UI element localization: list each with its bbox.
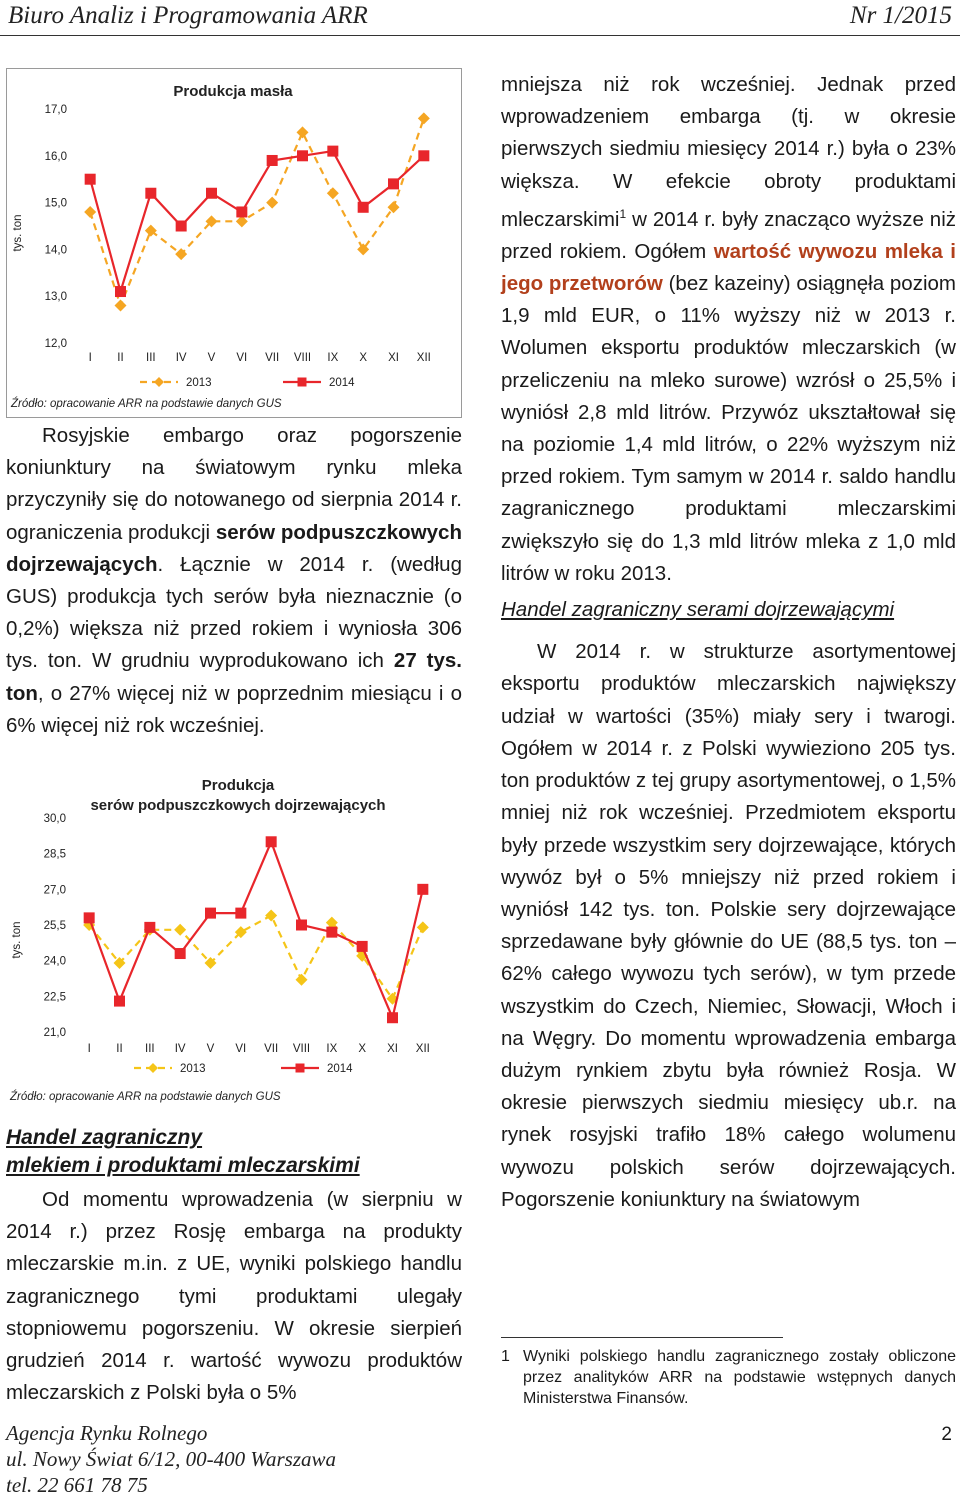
point-2014-marker — [388, 178, 399, 189]
x-tick-label: XI — [387, 1043, 398, 1055]
page-number: 2 — [941, 1424, 952, 1445]
x-tick-label: II — [117, 352, 124, 364]
y-tick-label: 13,0 — [44, 291, 67, 304]
trade-paragraph-right — [501, 69, 956, 590]
legend-label: 2013 — [186, 377, 212, 389]
point-2013-marker — [174, 924, 186, 936]
point-2013-marker — [266, 197, 278, 209]
point-2014-marker — [144, 922, 155, 933]
point-2014-marker — [176, 221, 187, 232]
legend-label: 2013 — [180, 1063, 206, 1075]
series-line-2013 — [89, 916, 423, 999]
trade-paragraph-left: Od momentu wprowadzenia (w sierpniu w 2014 r.) przez Rosję embarga na produkty mleczarskie m.in. z UE, wyniki polskiego handlu zagranicznego tymi produktami ulegały stopniowemu pogorszeniu. W okresie sierpień grudzień 2014 r. wartość wywozu produktów mleczarskich z Polski była o 5% — [6, 1188, 462, 1405]
x-tick-label: VI — [235, 1043, 247, 1055]
cheese-text-a: Rosyjskie embargo oraz pogorszenie koniunktury na światowym rynku mleka przyczyniły się do notowanego od sierpnia 2014 r. ograniczenia produkcji — [6, 424, 462, 544]
cheese-trade-heading: Handel zagraniczny serami dojrzewającymi — [501, 598, 895, 622]
series-line-2014 — [89, 842, 423, 1018]
cheese-trade-paragraph: W 2014 r. w strukturze asortymentowej eksportu produktów mleczarskich największy udział w wartości (35%) miały sery i twarogi. Ogółem w 2014 r. z Polski wywieziono 205 tys. ton produktów z tej grupy asortymentowej, o 1,5% mniej niż rok wcześniej. Przedmiotem eksportu były przede wszystkim sery dojrzewające, których wywóz był o 5% mniejszy niż przed rokiem i wyniósł 142 tys. ton. Polskie sery dojrzewające sprzedawane były głównie do UE (88,5 tys. ton – 62% całego wywozu tych serów), w tym przede wszystkim do Czech, Niemiec, Słowacji, Włoch i na Węgry. Do momentu wprowadzenia embarga dużym rynkiem zbytu była również Rosja. W okresie pierwszych siedmiu miesięcy ub.r. na rynek rosyjski trafiło 18% całego wolumenu wywozu polskich serów dojrzewających. Pogorszenie koniunktury na światowym — [501, 640, 956, 1211]
point-2014-marker — [85, 174, 96, 185]
header-issue: Nr 1/2015 — [849, 2, 952, 29]
y-axis-label: tys. ton — [12, 214, 24, 252]
x-tick-label: X — [358, 1043, 367, 1055]
footer-agency: Agencja Rynku Rolnego — [6, 1421, 208, 1445]
x-tick-label: IV — [174, 1043, 186, 1055]
x-tick-label: XII — [416, 352, 431, 364]
trade-text-a: mniejsza niż rok wcześniej. Jednak przed wprowadzeniem embarga (tj. w okresie pierwszych siedmiu miesięcy 2014 r.) była o 23% większa. W efekcie obroty produktami mleczarskimi — [501, 73, 956, 231]
cheese-text-bold: serów podpuszczkowych dojrzewających — [6, 520, 462, 576]
point-2013-marker — [84, 206, 96, 218]
point-2013-marker — [417, 921, 429, 933]
point-2013-marker — [418, 112, 430, 124]
x-tick-label: III — [145, 1043, 155, 1055]
footnote — [501, 1346, 956, 1409]
footnote-ref: 1 — [619, 206, 627, 221]
header-publisher: Biuro Analiz i Programowania ARR — [8, 2, 368, 29]
x-tick-label: VII — [265, 352, 280, 364]
x-tick-label: X — [359, 352, 368, 364]
footer-address: ul. Nowy Świat 6/12, 00-400 Warszawa — [6, 1447, 337, 1471]
point-2014-marker — [235, 908, 246, 919]
point-2014-marker — [114, 996, 125, 1007]
y-tick-label: 27,0 — [43, 884, 66, 897]
legend-label: 2014 — [329, 377, 355, 389]
trade-heading-line2: mlekiem i produktami mleczarskimi — [6, 1154, 360, 1177]
point-2014-marker — [387, 1012, 398, 1023]
trade-section-left — [6, 1124, 462, 1409]
y-tick-label: 25,5 — [43, 920, 66, 932]
point-2014-marker — [297, 150, 308, 161]
series-line-2013 — [90, 118, 424, 305]
point-2013-marker — [265, 909, 277, 921]
y-tick-label: 17,0 — [44, 104, 67, 116]
x-tick-label: IV — [175, 352, 187, 364]
point-2013-marker — [175, 248, 187, 260]
point-2013-marker — [115, 300, 127, 312]
x-tick-label: VII — [264, 1043, 279, 1055]
point-2014-marker — [327, 146, 338, 157]
header-rule — [0, 35, 960, 36]
point-2014-marker — [267, 155, 278, 166]
footnote-rule — [501, 1337, 783, 1338]
trade-heading-line1: Handel zagraniczny — [6, 1126, 203, 1149]
x-tick-label: I — [87, 1043, 91, 1055]
legend-marker-2013 — [148, 1063, 158, 1073]
point-2014-marker — [115, 286, 126, 297]
butter-production-chart — [6, 68, 462, 418]
point-2014-marker — [145, 188, 156, 199]
x-tick-label: V — [206, 1043, 215, 1055]
footnote-number: 1 — [501, 1348, 510, 1365]
footer-phone: tel. 22 661 78 75 — [6, 1473, 148, 1497]
footnote-text: Wyniki polskiego handlu zagranicznego zostały obliczone przez analityków ARR na podstawie wstępnych danych Ministerstwa Finansów. — [523, 1348, 956, 1407]
point-2014-marker — [296, 920, 307, 931]
y-tick-label: 22,5 — [43, 991, 66, 1004]
x-tick-label: VIII — [292, 1043, 311, 1055]
point-2014-marker — [175, 948, 186, 959]
x-tick-label: III — [146, 352, 156, 364]
legend-label: 2014 — [327, 1063, 353, 1075]
legend-marker-2014 — [298, 378, 307, 387]
chart-source: Źródło: opracowanie ARR na podstawie danych GUS — [10, 1091, 281, 1103]
right-column — [501, 69, 956, 1216]
point-2014-marker — [236, 206, 247, 217]
chart-title: Produkcja — [201, 777, 275, 794]
x-tick-label: II — [116, 1043, 123, 1055]
y-tick-label: 24,0 — [43, 955, 66, 968]
point-2014-marker — [84, 912, 95, 923]
left-column — [6, 420, 462, 742]
point-2014-marker — [205, 908, 216, 919]
chart-title: serów podpuszczkowych dojrzewających — [90, 797, 386, 814]
chart-source: Źródło: opracowanie ARR na podstawie danych GUS — [11, 398, 282, 410]
page-header — [0, 0, 960, 34]
cheese-text-bold2: 27 tys. ton — [6, 649, 463, 705]
legend-marker-2014 — [296, 1064, 305, 1073]
point-2014-marker — [326, 927, 337, 938]
x-tick-label: V — [207, 352, 216, 364]
x-tick-label: IX — [326, 1043, 338, 1055]
point-2013-marker — [327, 187, 339, 199]
x-tick-label: VI — [236, 352, 248, 364]
y-tick-label: 12,0 — [44, 338, 67, 350]
point-2014-marker — [357, 941, 368, 952]
x-tick-label: I — [88, 352, 92, 364]
trade-text-highlight: wartość wywozu mleka i jego przetworów — [501, 239, 956, 296]
y-tick-label: 15,0 — [44, 197, 67, 210]
cheese-text-e: , o 27% więcej niż w poprzednim miesiącu i o 6% więcej niż rok wcześniej. — [6, 681, 462, 737]
y-tick-label: 30,0 — [43, 813, 66, 825]
cheese-production-chart — [6, 760, 460, 1112]
cheese-production-paragraph — [6, 420, 462, 742]
trade-text-b: w 2014 r. były znacząco wyższe niż przed rokiem. Ogółem — [501, 207, 956, 263]
point-2013-marker — [296, 974, 308, 986]
y-tick-label: 14,0 — [44, 244, 67, 257]
legend-marker-2013 — [154, 377, 164, 387]
x-tick-label: XI — [388, 352, 399, 364]
cheese-text-c: . Łącznie w 2014 r. (według GUS) produkcja tych serów była nieznacznie (o 0,2%) większa niż przed rokiem i wyniosła 306 tys. ton. W grudniu wyprodukowano ich — [6, 552, 462, 673]
page-footer — [6, 1420, 336, 1498]
point-2013-marker — [297, 126, 309, 138]
trade-text-d: (bez kazeiny) osiągnęła poziom 1,9 mld EUR, o 11% wyższy niż w 2013 r. Wolumen eksportu produktów mleczarskich (w przeliczeniu na mleko surowe) wzrósł o 25,5% i wyniósł 2,8 mld litrów. Przywóz ukształtował się na poziomie 1,4 mld litrów, o 22% wyższym niż przed rokiem. Tym samym w 2014 r. saldo handlu zagranicznego produktami mleczarskimi zwiększyło się do 1,3 mld litrów mleka z 1,0 mld litrów w roku 2013. — [501, 272, 956, 585]
y-axis-label: tys. ton — [11, 921, 23, 959]
butter-production-svg — [7, 69, 461, 417]
x-tick-label: XII — [415, 1043, 430, 1055]
y-tick-label: 21,0 — [43, 1027, 66, 1039]
cheese-production-svg — [6, 760, 460, 1112]
chart-title: Produkcja masła — [173, 83, 293, 100]
y-tick-label: 28,5 — [43, 848, 66, 861]
point-2014-marker — [417, 884, 428, 895]
point-2014-marker — [266, 836, 277, 847]
point-2014-marker — [358, 202, 369, 213]
y-tick-label: 16,0 — [44, 150, 67, 163]
point-2014-marker — [206, 188, 217, 199]
x-tick-label: IX — [327, 352, 339, 364]
point-2014-marker — [418, 150, 429, 161]
x-tick-label: VIII — [293, 352, 312, 364]
series-line-2014 — [90, 151, 424, 291]
